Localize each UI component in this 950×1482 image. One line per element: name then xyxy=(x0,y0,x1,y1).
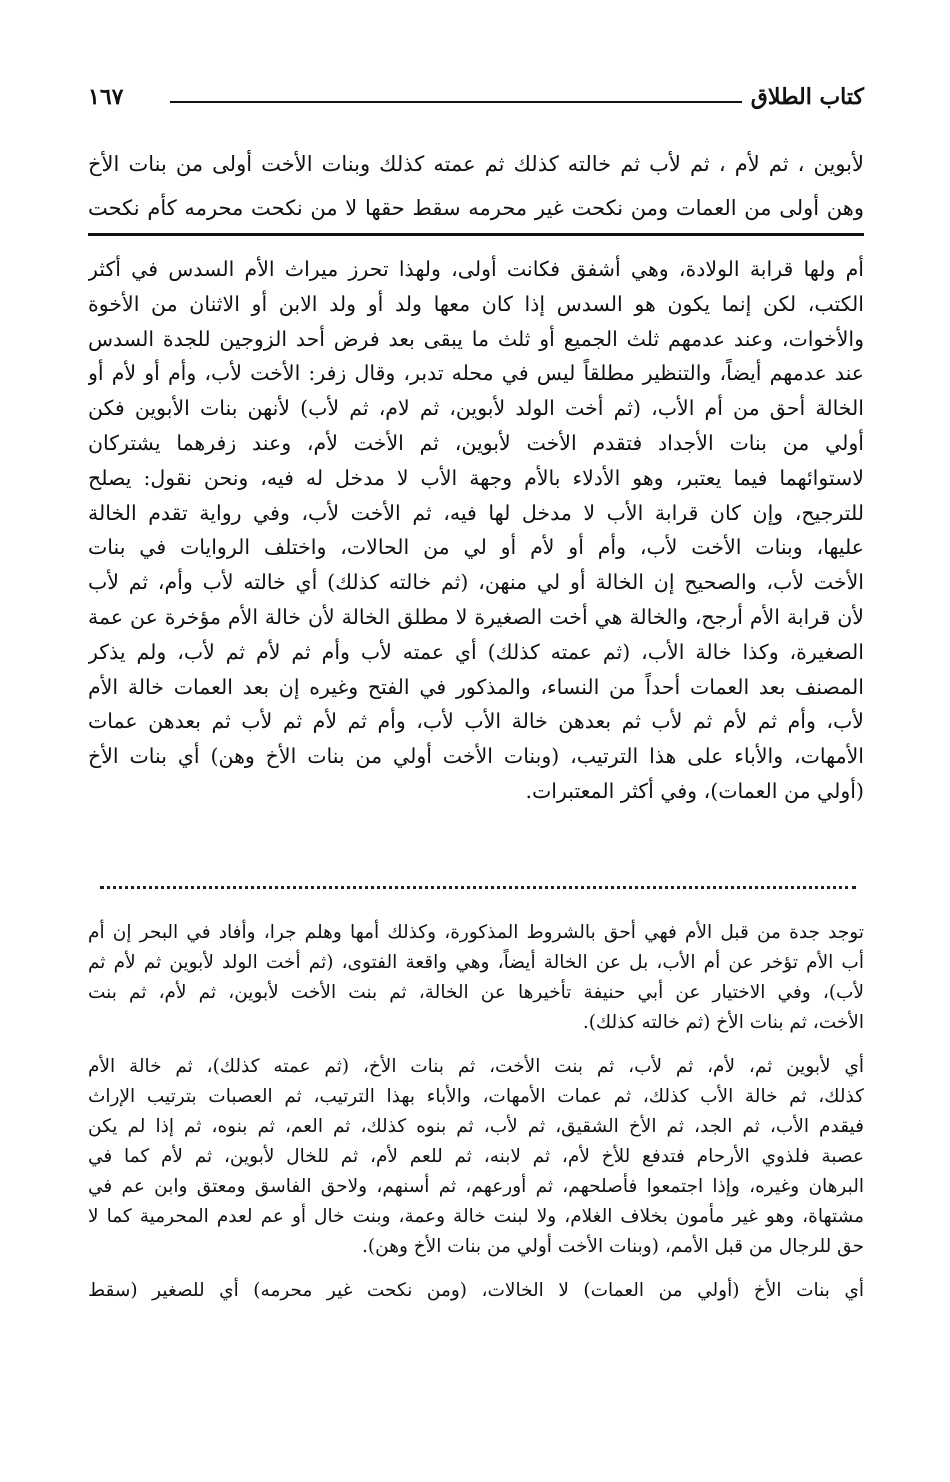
hashiya-line: الأخت، ثم بنات الأخ (ثم خالته كذلك). xyxy=(582,1012,864,1033)
sharh-line: عليها، وبنات الأخت لأب، وأم أو لأم أو لي من الحالات، واختلف الروايات في بنات xyxy=(88,535,864,560)
dotted-separator xyxy=(100,886,856,893)
sharh-line: أم ولها قرابة الولادة، وهي أشفق فكانت أولى، ولهذا تحرز ميراث الأم السدس في أكثر xyxy=(88,257,864,281)
hashiya-line: البرهان وغيره، وإذا اجتمعوا فأصلحهم، ثم أورعهم، ثم أسنهم، ولاحق الفاسق ومعتق وابن عم في xyxy=(88,1176,864,1197)
matn-divider xyxy=(88,233,864,236)
hashiya-line: كذلك، ثم خالة الأب كذلك، ثم عمات الأمهات، والأباء بهذا الترتيب، ثم العصبات بترتيب الإراث xyxy=(88,1086,864,1107)
page-header xyxy=(88,82,864,122)
sharh-line: عند عدمهم أيضاً، والتنظير مطلقاً ليس في محله تدبر، وقال زفر: الأخت لأب، وأم أو لأم أو xyxy=(88,361,864,386)
sharh-line: المصنف بعد العمات أحداً من النساء، والمذكور في الفتح وغيره إن بعد العمات خالة الأم xyxy=(88,674,864,699)
sharh-line: لاستوائهما فيما يعتبر، وهو الأدلاء بالأم وجهة الأب لا مدخل له فيه، ونحن نقول: يصلح xyxy=(88,465,864,490)
sharh-line: للترجيح، وإن كان قرابة الأب لا مدخل لها فيه، ثم الأخت لأب، وفي رواية تقدم الخالة xyxy=(88,500,864,525)
hashiya-line: مشتهاة، وهو غير مأمون بخلاف الغلام، ولا لبنت خالة وعمة، وبنت خال أو عم لعدم المحرمية كما لا xyxy=(88,1206,864,1227)
matn-line: لأبوين ، ثم لأم ، ثم لأب ثم خالته كذلك ثم عمته كذلك وبنات الأخت أولى من بنات الأخ xyxy=(88,152,864,176)
sharh-line: الصغيرة، وكذا خالة الأب، (ثم عمته كذلك) أي عمته لأب وأم ثم لأم ثم لأب، ولم يذكر xyxy=(88,639,864,664)
hashiya-paragraph xyxy=(88,1052,864,1262)
sharh-line: الخالة أحق من أم الأب، (ثم أخت الولد لأبوين، ثم لام، ثم لأب) لأنهن بنات الأبوين فكن xyxy=(88,396,864,421)
sharh-text xyxy=(88,252,864,809)
hashiya-paragraph xyxy=(88,1276,864,1306)
matn-text xyxy=(88,142,864,230)
sharh-line: لأن قرابة الأم أرجح، والخالة هي أخت الصغيرة لا مطلق الخالة لأن خالة الأم مؤخرة عن عمة xyxy=(88,604,864,629)
hashiya-text xyxy=(88,918,864,1320)
hashiya-line: أي بنات الأخ (أولي من العمات) لا الخالات، (ومن نكحت غير محرمه) أي للصغير (سقط xyxy=(88,1280,864,1301)
header-rule xyxy=(170,101,742,103)
sharh-line: والأخوات، وعند عدمهم ثلث الجميع أو ثلث ما يبقى بعد فرض أحد الزوجين للجدة السدس xyxy=(88,326,864,351)
sharh-line: الأمهات، والأباء على هذا الترتيب، (وبنات الأخت أولي من بنات الأخ وهن) أي بنات الأخ xyxy=(88,744,864,769)
matn-line: وهن أولى من العمات ومن نكحت غير محرمه سقط حقها لا من نكحت محرمه كأم نكحت xyxy=(88,196,864,220)
sharh-line: (أولي من العمات)، وفي أكثر المعتبرات. xyxy=(525,778,864,803)
hashiya-line: لأب)، وفي الاختيار عن أبي حنيفة تأخيرها عن الخالة، ثم بنت الأخت لأبوين، ثم لأم، ثم بنت xyxy=(88,982,864,1003)
hashiya-line: توجد جدة من قبل الأم فهي أحق بالشروط المذكورة، وكذلك أمها وهلم جرا، وأفاد في البحر إن أم xyxy=(88,922,864,943)
hashiya-line: أب الأم تؤخر عن أم الأب، بل عن الخالة أيضاً، وهي واقعة الفتوى، (ثم أخت الولد لأبوين ثم لأم ثم xyxy=(88,952,864,973)
hashiya-line: أي لأبوين ثم، لأم، ثم لأب، ثم بنت الأخت، ثم بنات الأخ، (ثم عمته كذلك)، ثم خالة الأم xyxy=(88,1056,864,1077)
sharh-line: لأب، وأم ثم لأم ثم لأب ثم بعدهن خالة الأب لأب، وأم ثم لأم ثم لأب ثم بعدهن عمات xyxy=(88,709,864,734)
sharh-line: الأخت لأب، والصحيح إن الخالة أو لي منهن، (ثم خالته كذلك) أي خالته لأب وأم، ثم لأب xyxy=(88,570,864,595)
hashiya-paragraph xyxy=(88,918,864,1038)
hashiya-line: حق للرجال من قبل الأمم، (وبنات الأخت أولي من بنات الأخ وهن). xyxy=(362,1236,864,1257)
sharh-line: الكتب، لكن إنما يكون هو السدس إذا كان معها ولد أو ولد الابن أو الاثنان من الأخوة xyxy=(88,291,864,316)
hashiya-line: فيقدم الأب، ثم الجد، ثم الأخ الشقيق، ثم لأب، ثم بنوه كذلك، ثم العم، ثم بنوه، ثم إذا لم يكن xyxy=(88,1116,864,1137)
hashiya-line: عصبة فلذوي الأرحام فتدفع للأخ لأم، ثم لابنه، ثم للعم لأم، ثم للخال لأبوين، ثم لأم كما في xyxy=(88,1146,864,1167)
page-number: ١٦٧ xyxy=(88,84,124,110)
sharh-line: أولي من بنات الأجداد فتقدم الأخت لأبوين، ثم الأخت لأم، وعند زفرهما يشتركان xyxy=(88,430,864,455)
running-title: كتاب الطلاق xyxy=(750,84,864,110)
